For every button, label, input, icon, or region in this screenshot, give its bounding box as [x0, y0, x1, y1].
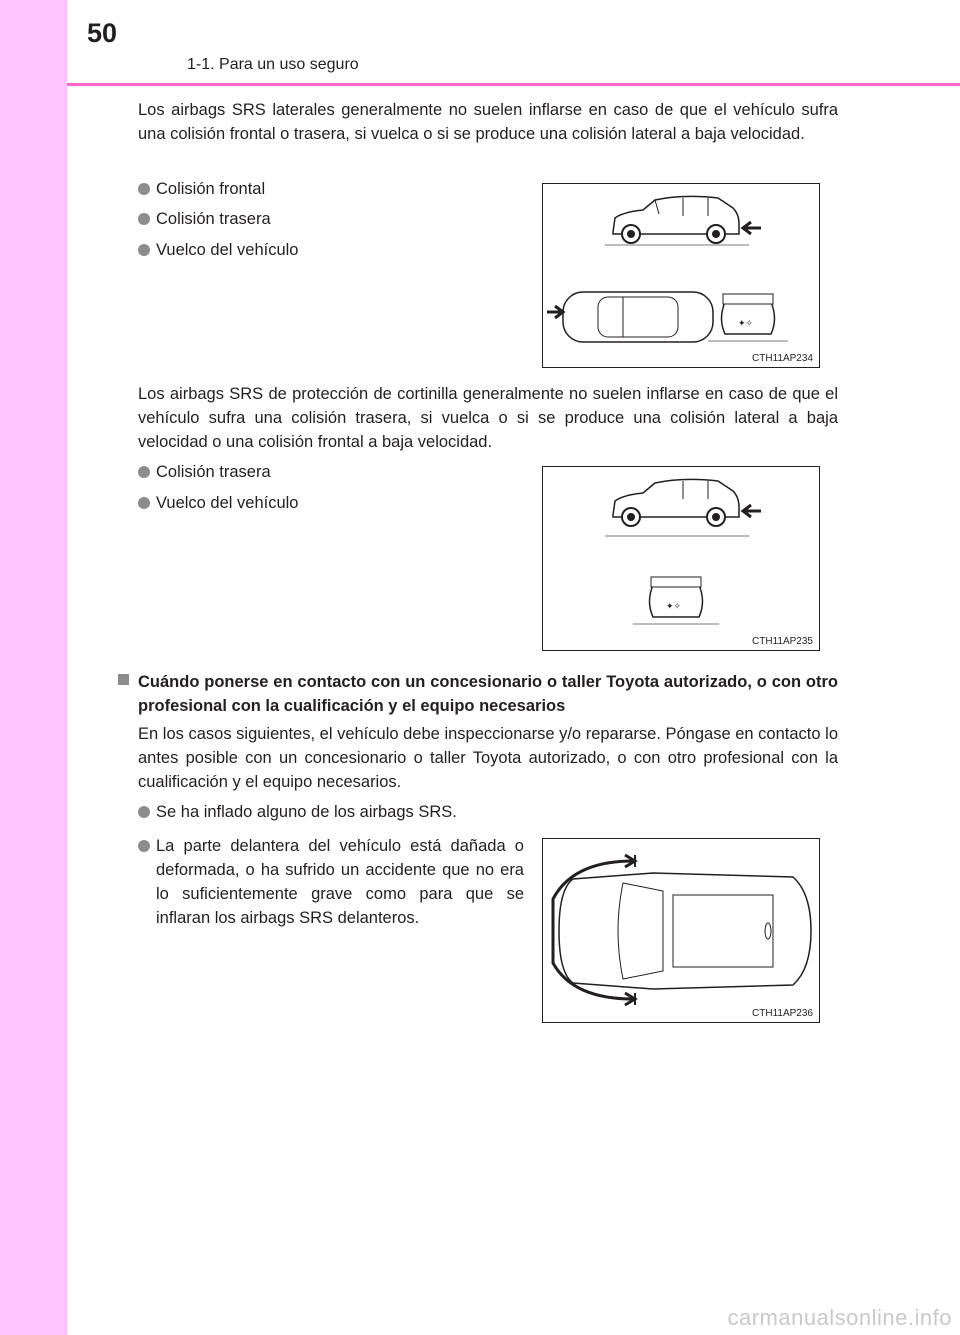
header-rule	[67, 83, 960, 86]
bullet-dot	[138, 244, 150, 256]
bullet-dot	[138, 840, 150, 852]
svg-text:✦✧: ✦✧	[738, 319, 754, 329]
svg-text:✦✧: ✦✧	[666, 602, 682, 612]
car-top-view-illustration	[543, 839, 819, 1022]
watermark: carmanualsonline.info	[727, 1305, 952, 1330]
figure-code: CTH11AP235	[752, 636, 813, 647]
figure-code: CTH11AP234	[752, 353, 813, 364]
page-number: 50	[87, 18, 118, 48]
figure-curtain-airbag-cases	[542, 466, 820, 651]
side-bullet-2: Colisión trasera	[138, 207, 271, 231]
car-collision-illustration	[543, 184, 819, 367]
curtain-bullet-1: Colisión trasera	[138, 460, 271, 484]
contact-bullet-2: La parte delantera del vehículo está dañada o deformada, o ha sufrido un accidente que no era lo suficientemente grave como para que se inflaran los airbags SRS delanteros.	[138, 834, 524, 930]
figure-code: CTH11AP236	[752, 1008, 813, 1019]
bullet-dot	[138, 806, 150, 818]
section-title: 1-1. Para un uso seguro	[187, 56, 359, 73]
side-airbags-paragraph: Los airbags SRS laterales generalmente no suelen inflarse en caso de que el vehículo sufra una colisión frontal o trasera, si vuelca o si se produce una colisión lateral a baja velocidad.	[138, 101, 838, 143]
car-collision-illustration	[543, 467, 819, 650]
figure-side-airbag-cases	[542, 183, 820, 368]
heading-square-icon	[118, 674, 129, 685]
side-bullet-3: Vuelco del vehículo	[138, 238, 298, 262]
page-margin-band	[0, 0, 67, 1335]
side-bullet-1: Colisión frontal	[138, 177, 265, 201]
contact-paragraph: En los casos siguientes, el vehículo debe inspeccionarse y/o repararse. Póngase en contacto lo antes posible con un concesionario o taller Toyota autorizado, o con otro profesional con la cualificación y el equipo necesarios.	[138, 725, 838, 791]
contact-bullet-1: Se ha inflado alguno de los airbags SRS.	[138, 800, 457, 824]
bullet-dot	[138, 213, 150, 225]
bullet-dot	[138, 497, 150, 509]
bullet-dot	[138, 466, 150, 478]
curtain-bullet-2: Vuelco del vehículo	[138, 491, 298, 515]
figure-front-damage	[542, 838, 820, 1023]
curtain-airbags-paragraph: Los airbags SRS de protección de cortinilla generalmente no suelen inflarse en caso de que el vehículo sufra una colisión trasera, si vuelca o si se produce una colisión lateral a baja velocidad o una colisión frontal a baja velocidad.	[138, 385, 838, 451]
contact-heading: Cuándo ponerse en contacto con un concesionario o taller Toyota autorizado, o con otro profesional con la cualificación y el equipo necesarios	[138, 673, 838, 715]
bullet-dot	[138, 183, 150, 195]
